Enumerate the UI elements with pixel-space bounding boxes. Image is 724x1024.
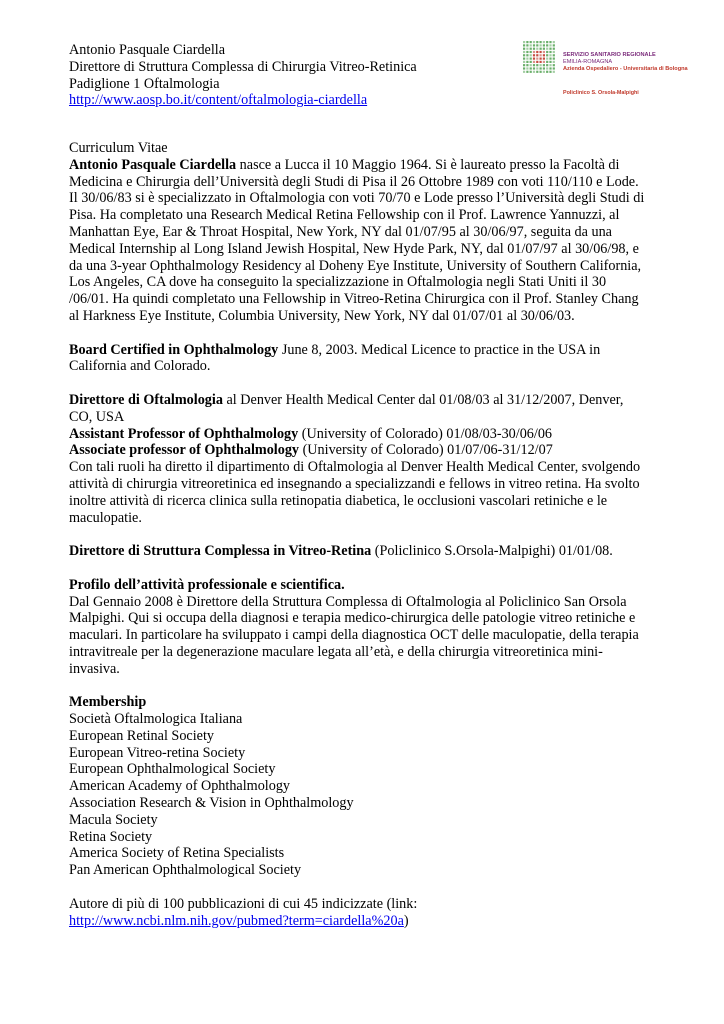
profile-title-text: Profilo dell’attività professionale e scientifica. <box>69 576 345 593</box>
profile-title <box>69 577 649 594</box>
cv-body <box>69 140 649 929</box>
cv-intro <box>69 157 649 325</box>
author-role: Direttore di Struttura Complessa di Chirurgia Vitreo-Retinica <box>69 58 417 75</box>
publications-close: ) <box>403 912 409 929</box>
membership-item: Macula Society <box>69 811 158 828</box>
ssr-logo <box>523 41 703 97</box>
document-header <box>69 42 509 109</box>
assistant-professor <box>69 426 649 443</box>
roles-description: Con tali ruoli ha diretto il dipartimento di Oftalmologia al Denver Health Medical Center, svolgendo attività di chirurgia vitreoretinica ed insegnando a specializzandi e fellows in vitreo retina. Ha svolto inoltre attività di ricerca clinica sulla retinopatia diabetica, le occlusioni vascolari retiniche e le maculopatie. <box>69 459 641 526</box>
director-vitreo-retina <box>69 543 649 560</box>
publications-line <box>69 913 649 930</box>
logo-line-3: Azienda Ospedaliero - Universitaria di Bologna <box>563 66 688 72</box>
board-certification <box>69 342 649 376</box>
associate-professor-title: Associate professor of Ophthalmology <box>69 442 300 459</box>
membership-item: Association Research & Vision in Ophthalmology <box>69 795 354 812</box>
membership-list <box>69 711 649 879</box>
membership-item: Pan American Ophthalmological Society <box>69 862 302 879</box>
publications-text: Autore di più di 100 pubblicazioni di cui 45 indicizzate (link: <box>69 895 418 912</box>
membership-item: American Academy of Ophthalmology <box>69 778 291 795</box>
cv-intro-name: Antonio Pasquale Ciardella <box>69 156 237 173</box>
board-title: Board Certified in Ophthalmology <box>69 341 279 358</box>
board-text: June 8, 2003. Medical Licence to practice in the USA in California and Colorado. <box>69 341 601 375</box>
profile-link[interactable]: http://www.aosp.bo.it/content/oftalmologia-ciardella <box>69 92 368 109</box>
director-denver <box>69 392 649 426</box>
logo-line-1: SERVIZIO SANITARIO REGIONALE <box>563 52 656 58</box>
logo-line-2: EMILIA-ROMAGNA <box>563 59 613 65</box>
membership-item: Retina Society <box>69 828 153 845</box>
logo-subtitle: Policlinico S. Orsola-Malpighi <box>563 90 639 96</box>
membership-item: European Vitreo-retina Society <box>69 744 246 761</box>
associate-professor <box>69 442 649 459</box>
membership-title-text: Membership <box>69 694 147 711</box>
author-name: Antonio Pasquale Ciardella <box>69 42 226 58</box>
membership-item: Società Oftalmologica Italiana <box>69 711 243 728</box>
director-denver-text: al Denver Health Medical Center dal 01/08/03 al 31/12/2007, Denver, CO, USA <box>69 391 624 425</box>
cv-title: Curriculum Vitae <box>69 140 168 156</box>
director-denver-title: Direttore di Oftalmologia <box>69 391 223 408</box>
membership-item: European Ophthalmological Society <box>69 761 276 778</box>
assistant-professor-text: (University of Colorado) 01/08/03-30/06/06 <box>298 425 553 442</box>
membership-item: America Society of Retina Specialists <box>69 845 285 862</box>
assistant-professor-title: Assistant Professor of Ophthalmology <box>69 425 299 442</box>
cv-intro-text: nasce a Lucca il 10 Maggio 1964. Si è laureato presso la Facoltà di Medicina e Chirurgia dell’Università degli Studi di Pisa il 26 Ottobre 1989 con voti 110/110 e Lode. Il 30/06/83 si è specializzato in Oftalmologia con voti 70/70 e Lode presso l’Università degli Studi di Pisa. Ha completato una Research Medical Retina Fellowship con il Prof. Lawrence Yannuzzi, al Manhattan Eye, Ear & Throat Hospital, New York, NY dal 01/07/95 al 30/06/97, seguita da una Medical Internship al Long Island Jewish Hospital, New Hyde Park, NY, dal 01/07/97 al 30/06/98, e da una 3-year Ophthalmology Residency al Doheny Eye Institute, University of Southern California, Los Angeles, CA dove ha conseguito la specializzazione in Oftalmologia negli Stati Uniti il 30 /06/01. Ha quindi completato una Fellowship in Vitreo-Retina Chirurgica con il Prof. Stanley Chang al Harkness Eye Institute, Columbia University, New York, NY dal 01/07/01 al 30/06/03. <box>69 156 645 324</box>
membership-item: European Retinal Society <box>69 727 214 744</box>
logo-dot-grid-icon <box>523 41 557 75</box>
pubmed-link[interactable]: http://www.ncbi.nlm.nih.gov/pubmed?term=ciardella%20a <box>69 912 404 929</box>
author-department: Padiglione 1 Oftalmologia <box>69 75 220 92</box>
associate-professor-text: (University of Colorado) 01/07/06-31/12/07 <box>299 442 553 459</box>
profile-text: Dal Gennaio 2008 è Direttore della Struttura Complessa di Oftalmologia al Policlinico San Orsola Malpighi. Qui si occupa della diagnosi e terapia medico-chirurgica delle patologie vitreo retiniche e maculari. In particolare ha sviluppato i campi della diagnostica OCT delle maculopatie, della terapia intravitreale per la degenerazione maculare legata all’età, e della chirurgia vitreoretinica mini-invasiva. <box>69 593 639 677</box>
membership-title <box>69 694 649 711</box>
director-vitreo-retina-text: (Policlinico S.Orsola-Malpighi) 01/01/08. <box>371 543 613 560</box>
director-vitreo-retina-title: Direttore di Struttura Complessa in Vitreo-Retina <box>69 543 372 560</box>
